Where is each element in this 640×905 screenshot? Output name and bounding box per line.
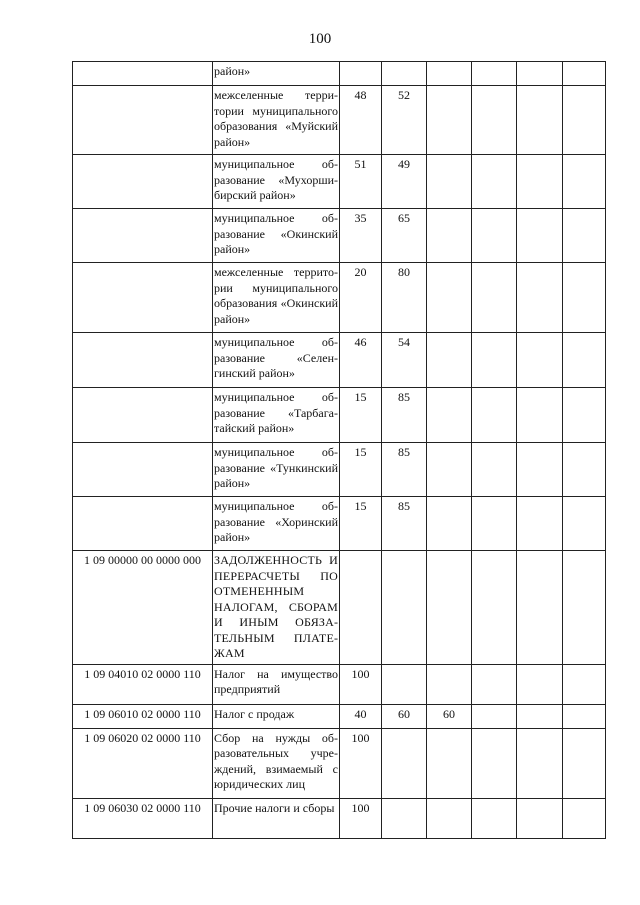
share-cell — [472, 798, 517, 838]
share-cell — [427, 497, 472, 551]
share-cell: 85 — [382, 443, 427, 497]
share-cell — [472, 62, 517, 86]
share-cell — [563, 263, 606, 333]
table-row — [73, 155, 606, 209]
share-cell: 100 — [340, 728, 382, 798]
table-row — [73, 798, 606, 838]
share-cell — [563, 443, 606, 497]
table-row — [73, 443, 606, 497]
share-cell: 85 — [382, 388, 427, 443]
share-cell: 52 — [382, 86, 427, 155]
kbk-code-cell — [73, 86, 213, 155]
share-cell — [563, 388, 606, 443]
kbk-code-cell — [73, 62, 213, 86]
share-cell: 48 — [340, 86, 382, 155]
share-cell — [563, 333, 606, 388]
share-cell: 15 — [340, 443, 382, 497]
table-row — [73, 664, 606, 704]
kbk-code-cell: 1 09 06020 02 0000 110 — [73, 728, 213, 798]
share-cell: 46 — [340, 333, 382, 388]
revenue-name-cell: муниципальное образование «Окинский район» — [213, 209, 340, 263]
share-cell — [517, 728, 563, 798]
share-cell — [517, 497, 563, 551]
share-cell — [382, 551, 427, 665]
revenue-name-cell: Налог на имущество предприятий — [213, 664, 340, 704]
share-cell — [427, 728, 472, 798]
kbk-code-cell: 1 09 06010 02 0000 110 — [73, 704, 213, 728]
share-cell — [382, 798, 427, 838]
share-cell: 54 — [382, 333, 427, 388]
share-cell — [563, 86, 606, 155]
revenue-name-cell: муниципальное образование «Селенгинский район» — [213, 333, 340, 388]
share-cell — [563, 728, 606, 798]
share-cell: 80 — [382, 263, 427, 333]
table-row — [73, 551, 606, 665]
revenue-name-cell: Налог с продаж — [213, 704, 340, 728]
share-cell: 100 — [340, 664, 382, 704]
share-cell: 20 — [340, 263, 382, 333]
share-cell — [427, 263, 472, 333]
share-cell — [563, 551, 606, 665]
share-cell: 60 — [427, 704, 472, 728]
share-cell: 85 — [382, 497, 427, 551]
share-cell — [472, 263, 517, 333]
share-cell — [382, 62, 427, 86]
share-cell — [427, 155, 472, 209]
share-cell — [517, 62, 563, 86]
kbk-code-cell — [73, 209, 213, 263]
share-cell — [517, 551, 563, 665]
kbk-code-cell — [73, 497, 213, 551]
table-row — [73, 388, 606, 443]
share-cell — [563, 209, 606, 263]
kbk-code-cell: 1 09 04010 02 0000 110 — [73, 664, 213, 704]
share-cell — [472, 551, 517, 665]
table-row — [73, 209, 606, 263]
share-cell — [517, 333, 563, 388]
share-cell — [563, 497, 606, 551]
share-cell — [563, 704, 606, 728]
share-cell — [427, 664, 472, 704]
share-cell — [517, 388, 563, 443]
share-cell — [517, 798, 563, 838]
share-cell — [427, 443, 472, 497]
share-cell — [517, 86, 563, 155]
kbk-code-cell: 1 09 00000 00 0000 000 — [73, 551, 213, 665]
budget-distribution-table — [72, 61, 606, 839]
share-cell: 35 — [340, 209, 382, 263]
share-cell — [472, 704, 517, 728]
revenue-name-cell: муниципальное образование «Хоринский район» — [213, 497, 340, 551]
share-cell — [472, 209, 517, 263]
kbk-code-cell: 1 09 06030 02 0000 110 — [73, 798, 213, 838]
revenue-name-cell: муниципальное образование «Тункинский район» — [213, 443, 340, 497]
share-cell: 100 — [340, 798, 382, 838]
share-cell — [427, 388, 472, 443]
revenue-name-cell: Прочие налоги и сборы — [213, 798, 340, 838]
share-cell — [517, 443, 563, 497]
share-cell — [563, 664, 606, 704]
revenue-name-cell: Сбор на нужды образовательных учреждений, взимаемый с юридических лиц — [213, 728, 340, 798]
share-cell — [427, 209, 472, 263]
page-number: 100 — [308, 31, 332, 47]
share-cell — [517, 155, 563, 209]
share-cell — [427, 62, 472, 86]
share-cell: 65 — [382, 209, 427, 263]
share-cell — [472, 728, 517, 798]
share-cell — [472, 388, 517, 443]
revenue-name-cell: межселенные территории муниципального образования «Муйский район» — [213, 86, 340, 155]
table-row — [73, 263, 606, 333]
share-cell — [427, 551, 472, 665]
revenue-name-cell: муниципальное образование «Мухоршибирский район» — [213, 155, 340, 209]
share-cell — [382, 664, 427, 704]
share-cell — [472, 664, 517, 704]
table-row — [73, 86, 606, 155]
share-cell: 15 — [340, 388, 382, 443]
share-cell — [427, 86, 472, 155]
share-cell — [563, 62, 606, 86]
share-cell: 49 — [382, 155, 427, 209]
revenue-name-cell: межселенные территории муниципального образования «Окинский район» — [213, 263, 340, 333]
share-cell — [427, 798, 472, 838]
share-cell — [517, 209, 563, 263]
share-cell — [427, 333, 472, 388]
table-row — [73, 62, 606, 86]
kbk-code-cell — [73, 263, 213, 333]
share-cell — [517, 263, 563, 333]
share-cell — [340, 62, 382, 86]
kbk-code-cell — [73, 155, 213, 209]
table-row — [73, 704, 606, 728]
kbk-code-cell — [73, 388, 213, 443]
share-cell: 15 — [340, 497, 382, 551]
share-cell — [472, 497, 517, 551]
share-cell — [340, 551, 382, 665]
share-cell — [472, 443, 517, 497]
share-cell — [472, 86, 517, 155]
table-row — [73, 333, 606, 388]
share-cell: 51 — [340, 155, 382, 209]
share-cell — [563, 155, 606, 209]
share-cell — [382, 728, 427, 798]
table-row — [73, 728, 606, 798]
table-row — [73, 497, 606, 551]
share-cell: 40 — [340, 704, 382, 728]
share-cell: 60 — [382, 704, 427, 728]
share-cell — [472, 333, 517, 388]
revenue-name-cell: ЗАДОЛЖЕННОСТЬ И ПЕРЕРАСЧЕТЫ ПО ОТМЕНЕННЫМ НАЛОГАМ, СБОРАМ И ИНЫМ ОБЯЗАТЕЛЬНЫМ ПЛАТЕЖАМ — [213, 551, 340, 665]
kbk-code-cell — [73, 443, 213, 497]
share-cell — [517, 664, 563, 704]
revenue-name-cell: муниципальное образование «Тарбагатайский район» — [213, 388, 340, 443]
share-cell — [517, 704, 563, 728]
kbk-code-cell — [73, 333, 213, 388]
revenue-name-cell: район» — [213, 62, 340, 86]
share-cell — [472, 155, 517, 209]
share-cell — [563, 798, 606, 838]
